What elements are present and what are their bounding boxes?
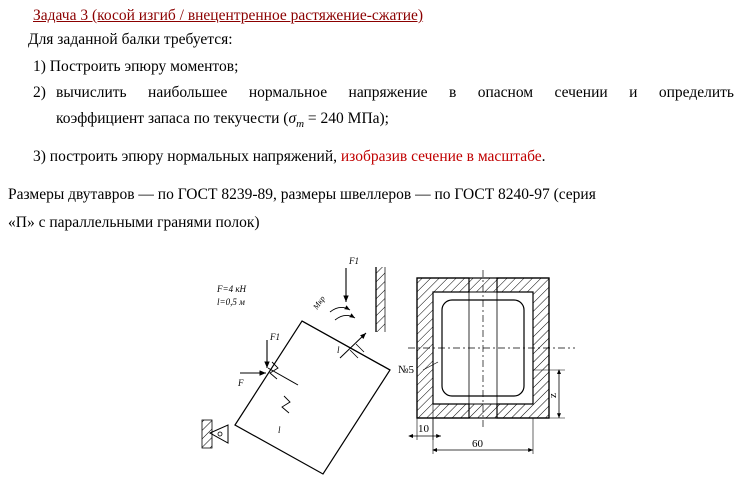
load-F-mid-label: F <box>238 378 244 388</box>
load-F-mid <box>237 373 266 388</box>
sigma-symbol: σ <box>288 110 297 127</box>
load-F1-mid-label: F1 <box>270 332 280 342</box>
list-item-2-text-line1: вычислить наибольшее нормальное напряжение в опасном сечении и определить <box>56 84 734 101</box>
figure-svg <box>180 240 746 477</box>
list-item-2-number: 2) <box>33 84 46 101</box>
beam-body <box>235 321 390 474</box>
mid-section-marks <box>268 362 298 413</box>
figure-container <box>180 240 746 477</box>
length-value-label: l=0,5 м <box>217 297 245 307</box>
page-title: Задача 3 (косой изгиб / внецентренное растяжение-сжатие) <box>33 7 424 24</box>
list-item-3-number: 3) <box>33 148 46 165</box>
fixed-support-top <box>376 267 385 332</box>
torque-arrows <box>311 294 355 320</box>
sigma-subscript: т <box>296 118 305 131</box>
force-value-label: F=4 кН <box>217 284 247 294</box>
intro-line: Для заданной балки требуется: <box>28 31 233 48</box>
list-item-2-text-line2 <box>56 110 389 130</box>
dimension-10-label: 10 <box>418 423 429 435</box>
yield-coefficient-text: коэффициент запаса по текучести ( <box>56 110 289 127</box>
list-item-1 <box>33 58 238 76</box>
segment-length-bottom: l <box>278 425 281 435</box>
list-item-3-tail: . <box>541 148 546 165</box>
list-item-3 <box>33 148 546 166</box>
list-item-3-highlight: изобразив сечение в масштабе <box>340 148 542 165</box>
load-F1-top-label: F1 <box>349 256 359 266</box>
segment-length-right: l <box>337 345 340 355</box>
list-item-1-text: Построить эпюру моментов; <box>49 58 239 75</box>
list-item-3-text: построить эпюру нормальных напряжений, <box>49 148 341 165</box>
torque-label: Mкр <box>311 294 327 312</box>
support-bottom-left <box>202 420 228 448</box>
beam-diagram <box>202 256 390 474</box>
load-F1-top <box>346 256 359 302</box>
standards-line-2: «П» с параллельными гранями полок) <box>8 214 260 231</box>
standards-line-1: Размеры двутавров — по ГОСТ 8239-89, размеры швеллеров — по ГОСТ 8240-97 (серия <box>8 186 596 203</box>
dimension-60-label: 60 <box>472 438 483 450</box>
profile-number-label: №5 <box>398 364 414 376</box>
cross-section-diagram <box>398 270 575 454</box>
list-item-1-number: 1) <box>33 58 46 75</box>
load-F1-mid <box>267 332 280 368</box>
dimension-z-label: z <box>547 393 559 398</box>
yield-value-text: = 240 МПа); <box>304 110 389 127</box>
